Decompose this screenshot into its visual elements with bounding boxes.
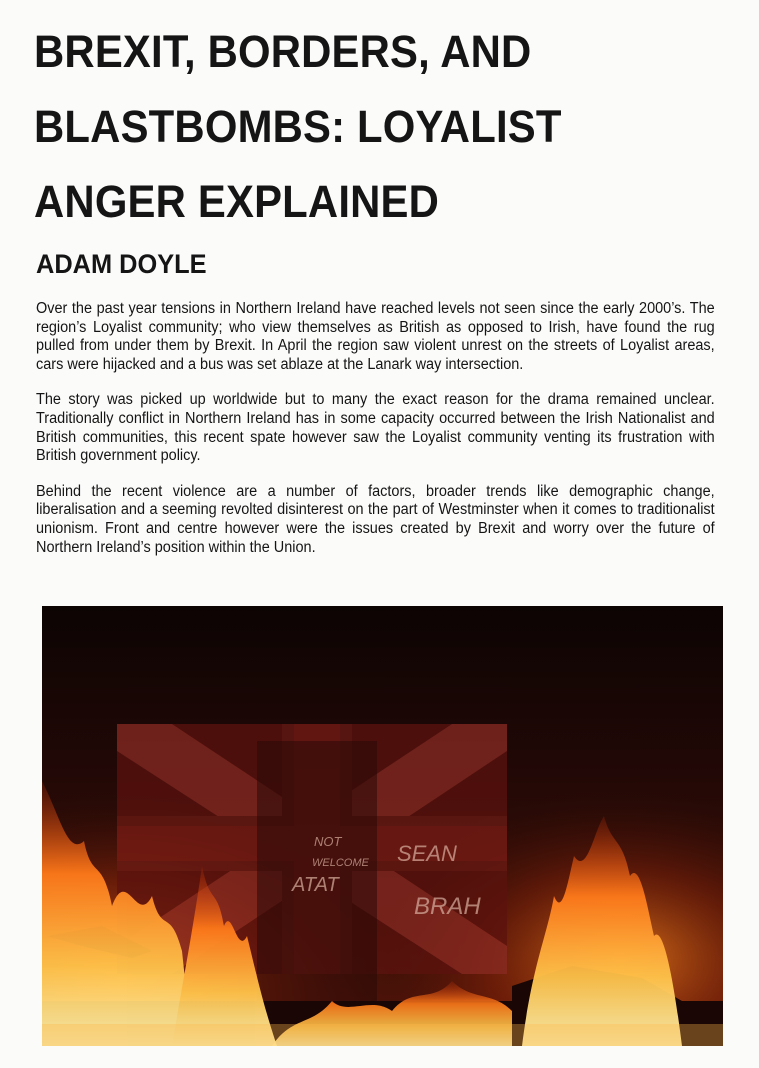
bonfire-photo bbox=[42, 606, 723, 1046]
graffiti-text: SEAN bbox=[397, 841, 457, 866]
article-author: ADAM DOYLE bbox=[36, 249, 207, 279]
article-paragraph: The story was picked up worldwide but to many the exact reason for the drama remained unclear. Traditionally conflict in Northern Ireland has in some capacity occurred between the Irish Nationalist and British communities, this recent spate however saw the Loyalist community venting its frustration with British government policy. bbox=[36, 391, 715, 465]
graffiti-text: BRAH bbox=[414, 893, 481, 920]
graffiti-text: ATAT bbox=[292, 874, 339, 896]
graffiti-text: NOT bbox=[314, 834, 342, 849]
article-body bbox=[36, 300, 715, 574]
graffiti-text: WELCOME bbox=[312, 857, 369, 869]
article-paragraph: Over the past year tensions in Northern Ireland have reached levels not seen since the early 2000’s. The region’s Loyalist community; who view themselves as British as opposed to Irish, have found the rug pulled from under them by Brexit. In April the region saw violent unrest on the streets of Loyalist areas, cars were hijacked and a bus was set ablaze at the Lanark way intersection. bbox=[36, 300, 715, 373]
article-title: BREXIT, BORDERS, AND BLASTBOMBS: LOYALIST ANGER EXPLAINED bbox=[34, 26, 562, 227]
article-paragraph: Behind the recent violence are a number of factors, broader trends like demographic change, liberalisation and a seeming revolted disinterest on the part of Westminster when it comes to traditionalist unionism. Front and centre however were the issues created by Brexit and worry over the future of Northern Ireland’s position within the Union. bbox=[36, 482, 715, 556]
